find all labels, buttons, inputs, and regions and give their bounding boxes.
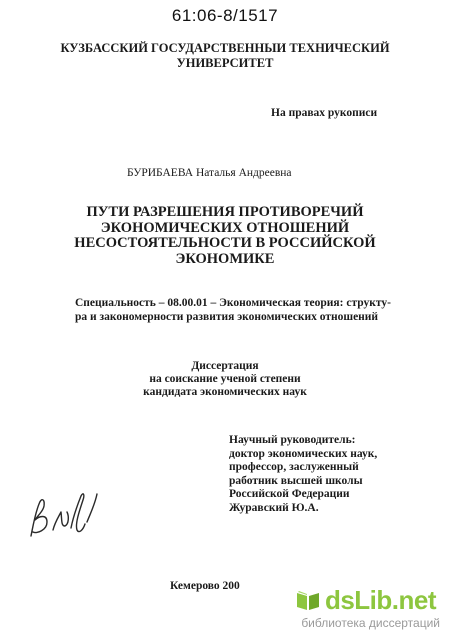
supervisor-line: работник высшей школы: [229, 474, 363, 487]
supervisor-line: Журавский Ю.А.: [229, 501, 319, 514]
manuscript-rights: На правах рукописи: [271, 107, 378, 119]
watermark-logo: [295, 585, 436, 615]
university-line: КУЗБАССКИЙ ГОСУДАРСТВЕННЫИ ТЕХНИЧЕСКИЙ: [60, 41, 390, 55]
title-line: ЭКОНОМИКЕ: [175, 250, 275, 267]
degree-line: Диссертация: [191, 360, 259, 372]
city-year: Кемерово 200: [170, 580, 240, 592]
specialty-line: ра и закономерности развития экономических отношений: [75, 311, 379, 323]
title-line: НЕСОСТОЯТЕЛЬНОСТИ В РОССИЙСКОЙ: [74, 235, 376, 251]
degree-block: [0, 360, 450, 399]
supervisor-line: Научный руководитель:: [229, 434, 356, 446]
university-line: УНИВЕРСИТЕТ: [176, 56, 274, 70]
title-line: ЭКОНОМИЧЕСКИХ ОТНОШЕНИЙ: [100, 219, 350, 236]
degree-line: кандидата экономических наук: [143, 386, 307, 398]
title-line: ПУТИ РАЗРЕШЕНИЯ ПРОТИВОРЕЧИЙ: [86, 204, 364, 220]
watermark: [276, 585, 446, 633]
stamp-code: 61:06-8/1517: [171, 6, 279, 25]
author-name: БУРИБАЕВА Наталья Андреевна: [127, 167, 292, 179]
signature-icon: [25, 486, 105, 542]
specialty-text: [75, 296, 405, 324]
supervisor-line: доктор экономических наук,: [229, 447, 378, 460]
university-name: [0, 41, 450, 71]
book-icon: [295, 588, 321, 612]
supervisor-line: профессор, заслуженный: [229, 461, 359, 473]
watermark-subtitle: библиотека диссертаций: [301, 616, 440, 630]
degree-line: на соискание ученой степени: [149, 373, 301, 385]
dissertation-title: [0, 205, 450, 267]
supervisor-line: Российской Федерации: [229, 488, 350, 500]
watermark-name: dsLib.net: [324, 584, 436, 615]
supervisor-block: [229, 434, 377, 515]
specialty-line: Специальность – 08.00.01 – Экономическая теория: структу-: [75, 297, 391, 309]
